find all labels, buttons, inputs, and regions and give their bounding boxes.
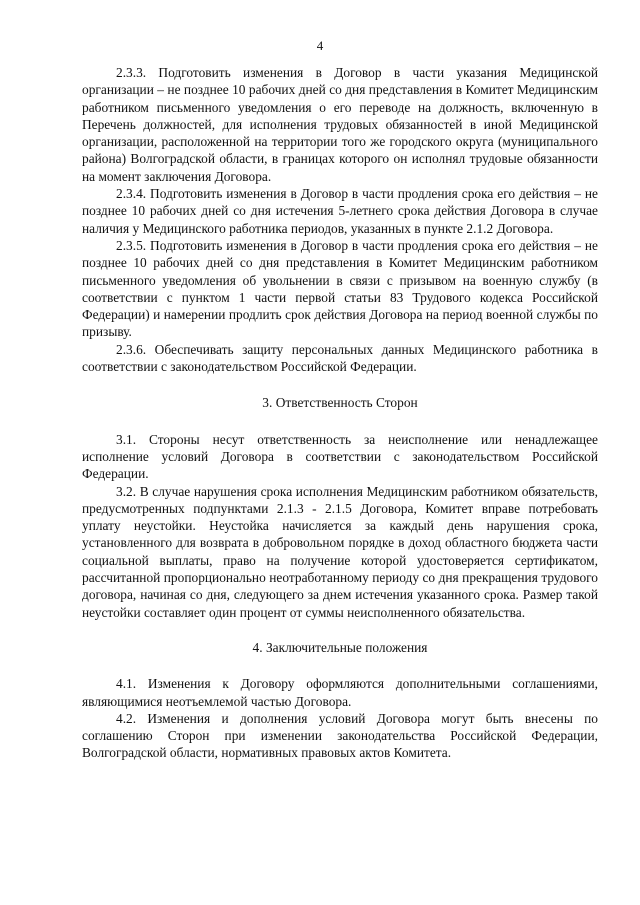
clause-2-3-5: 2.3.5. Подготовить изменения в Договор в части продления срока его действия – не позднее 10 рабочих дней со дня представления в Комитет Медицинским работником письменного уведомления об увольнении в связи с призывом на военную службу (в соответствии с пунктом 1 части первой статьи 83 Трудового кодекса Российской Федерации) и намерении продлить срок действия Договора на период военной службы по призыву. bbox=[82, 237, 598, 340]
document-body bbox=[82, 64, 598, 762]
clause-2-3-6: 2.3.6. Обеспечивать защиту персональных данных Медицинского работника в соответствии с законодательством Российской Федерации. bbox=[82, 341, 598, 375]
clause-3-1: 3.1. Стороны несут ответственность за неисполнение или ненадлежащее исполнение условий Договора в соответствии с законодательством Российской Федерации. bbox=[82, 431, 598, 482]
clause-3-2: 3.2. В случае нарушения срока исполнения Медицинским работником обязательств, предусмотренных подпунктами 2.1.3 - 2.1.5 Договора, Комитет вправе потребовать уплату неустойки. Неустойка начисляется за каждый день нарушения срока, установленного для возврата в добровольном порядке в доход областного бюджета части социальной выплаты, право на получение которой удостоверяется сертификатом, рассчитанной пропорционально неотработанному периоду со дня прекращения трудового договора, начиная со дня, следующего за днем истечения указанного срока. Размер такой неустойки составляет один процент от суммы неисполненного обязательства. bbox=[82, 483, 598, 620]
clause-2-3-4: 2.3.4. Подготовить изменения в Договор в части продления срока его действия – не позднее 10 рабочих дней со дня истечения 5-летнего срока действия Договора в случае наличия у Медицинского работника периодов, указанных в пункте 2.1.2 Договора. bbox=[82, 186, 598, 236]
clause-4-2: 4.2. Изменения и дополнения условий Договора могут быть внесены по соглашению Сторон при изменении законодательства Российской Федерации, Волгоградской области, нормативных правовых актов Комитета. bbox=[82, 710, 598, 761]
section-4-heading: 4. Заключительные положения bbox=[252, 639, 428, 655]
clause-2-3-3: 2.3.3. Подготовить изменения в Договор в части указания Медицинской организации – не позднее 10 рабочих дней со дня представления в Комитет Медицинским работником письменного уведомления о его переводе на должность, включенную в Перечень должностей, для исполнения трудовых обязанностей в иной Медицинской организации, расположенной на территории того же городского округа (муниципального района) Волгоградской области, в границах которого он исполнял трудовые обязанности на момент заключения Договора. bbox=[82, 65, 598, 184]
page-number: 4 bbox=[316, 38, 324, 53]
clause-4-1: 4.1. Изменения к Договору оформляются дополнительными соглашениями, являющимися неотъемлемой частью Договора. bbox=[82, 676, 598, 709]
section-3-heading: 3. Ответственность Сторон bbox=[262, 395, 418, 411]
